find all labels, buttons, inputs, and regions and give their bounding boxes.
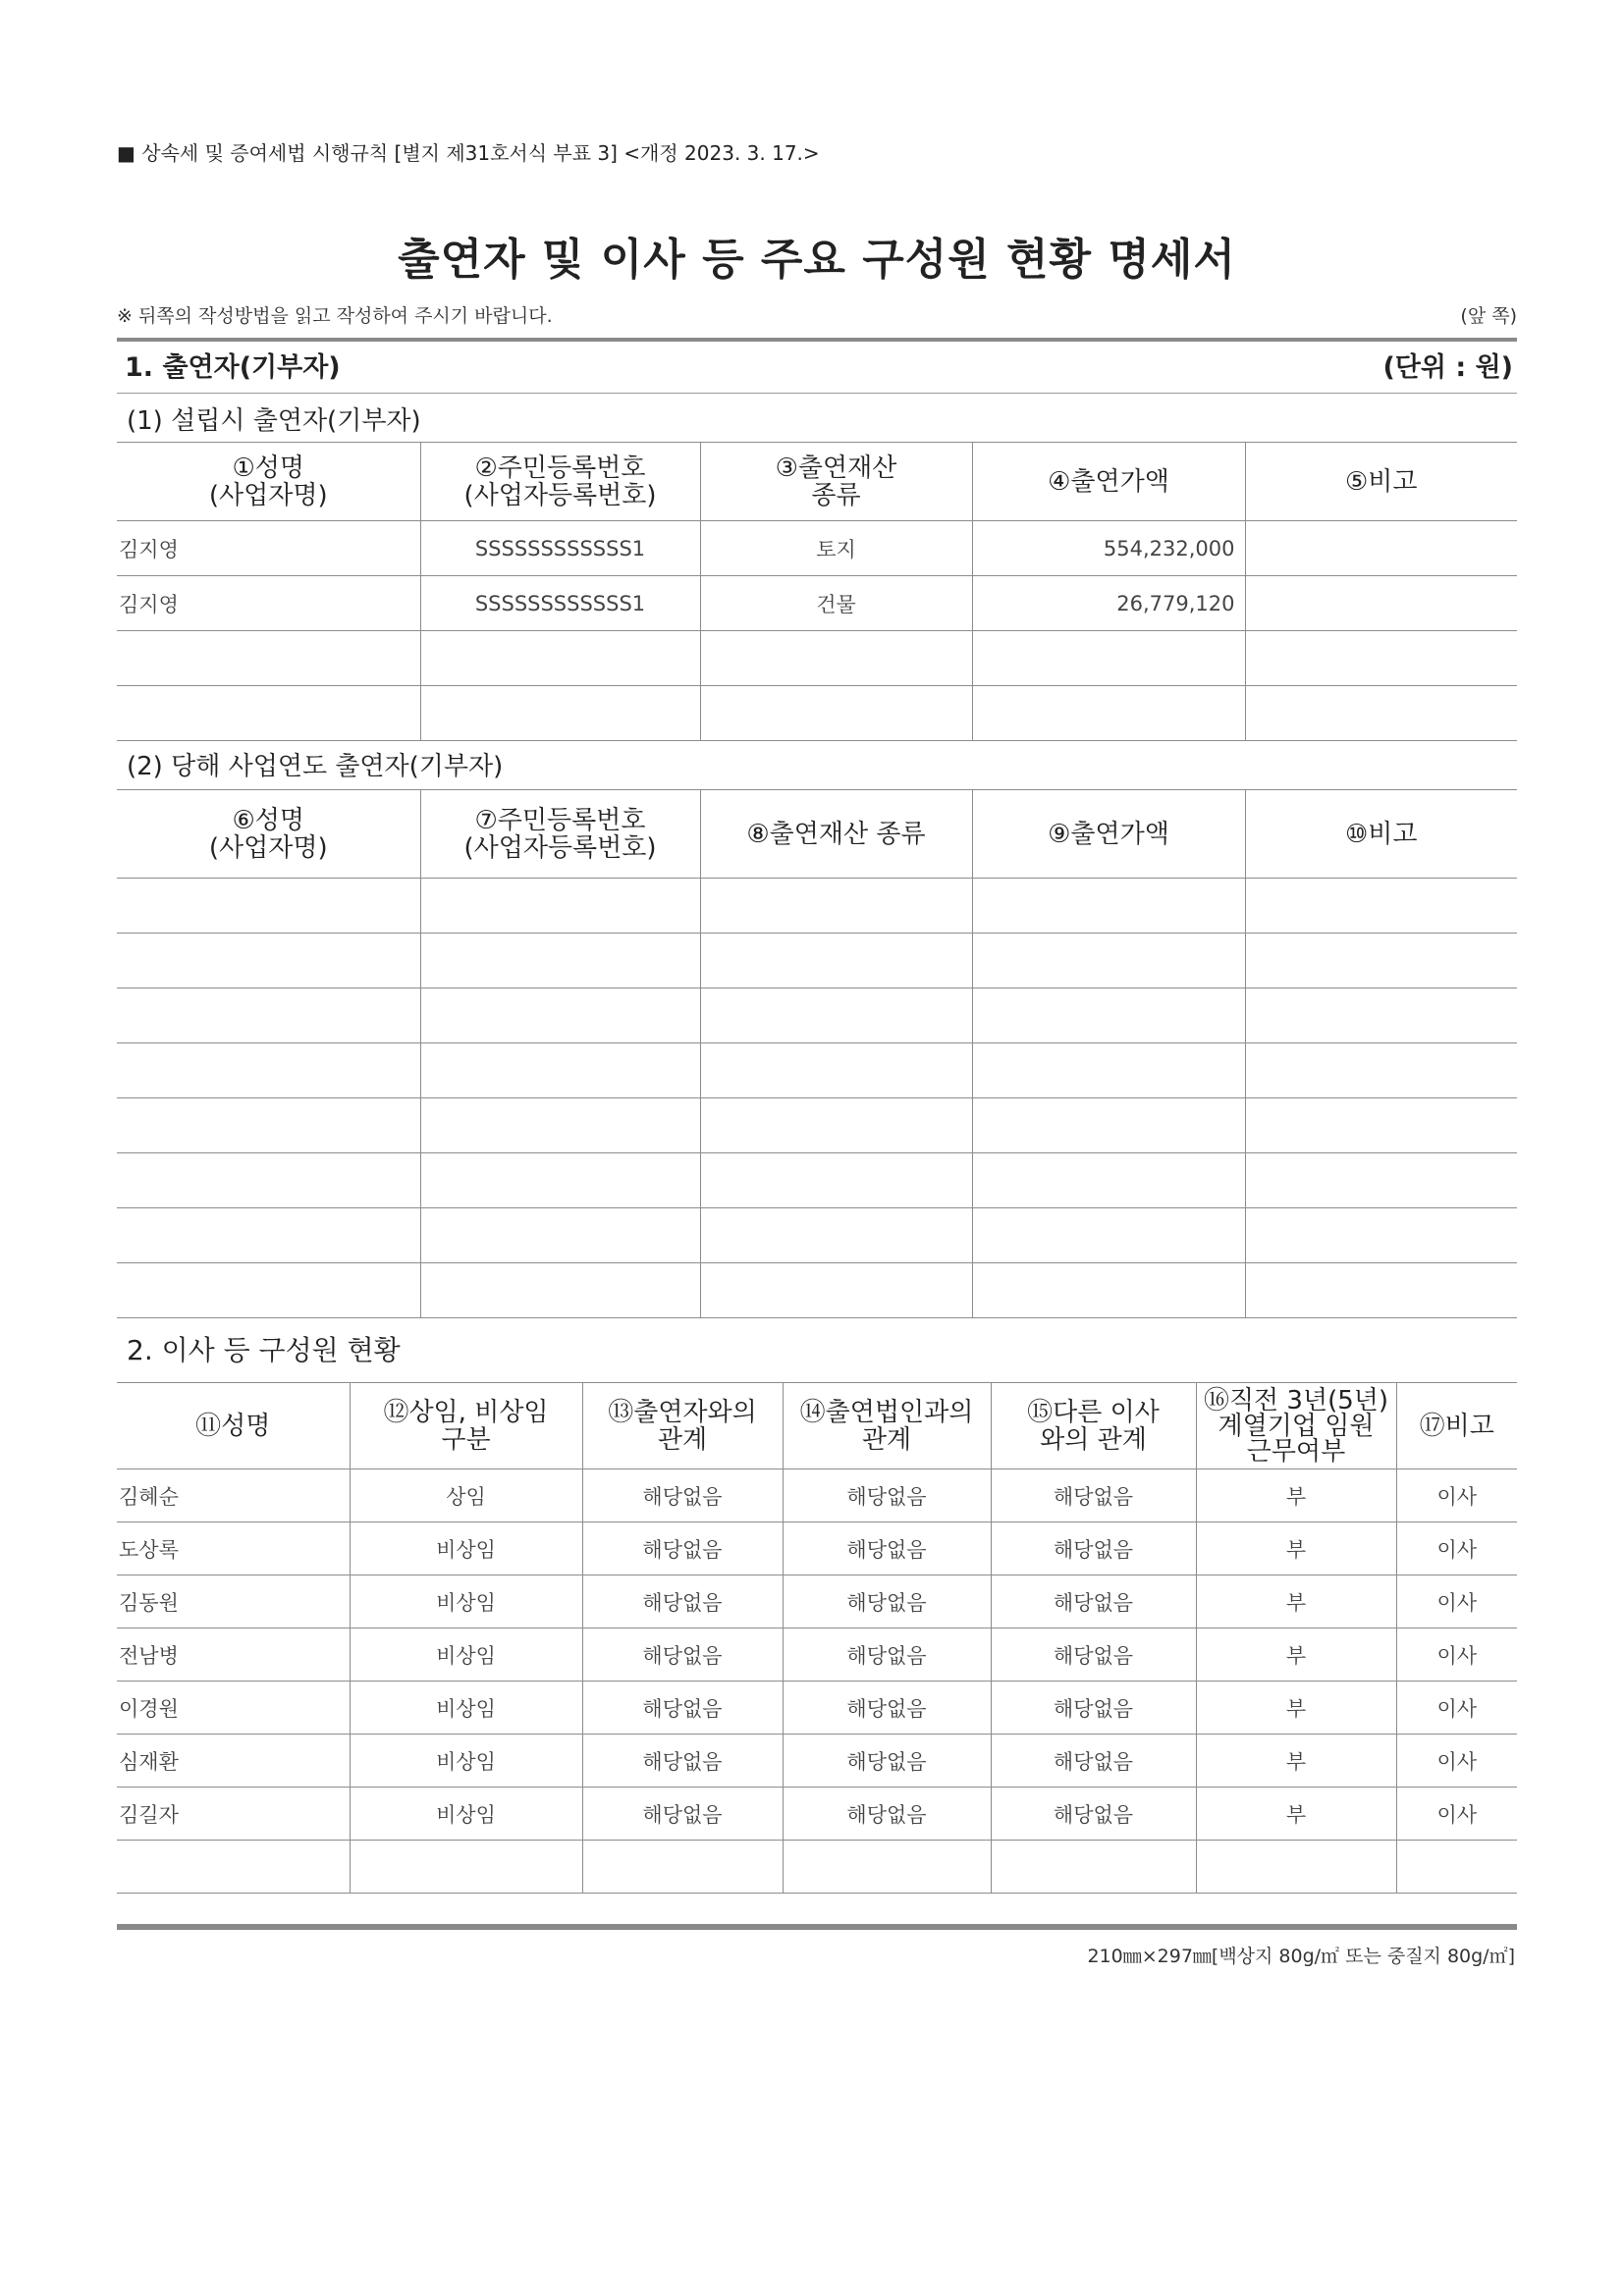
cell bbox=[972, 879, 1245, 934]
cell bbox=[700, 1208, 972, 1263]
section1-divider bbox=[117, 393, 1517, 394]
cell-contributor-relation: 해당없음 bbox=[582, 1682, 783, 1735]
cell-name: 심재환 bbox=[117, 1735, 350, 1788]
table-row bbox=[117, 631, 1517, 686]
cell bbox=[700, 1098, 972, 1153]
cell bbox=[117, 988, 420, 1043]
cell-id-number: SSSSSSSSSSSS1 bbox=[420, 576, 700, 631]
cell bbox=[420, 934, 700, 988]
cell-name: 김지영 bbox=[117, 576, 420, 631]
header-amount: ④출연가액 bbox=[972, 443, 1245, 521]
cell-director-relation: 해당없음 bbox=[991, 1788, 1196, 1841]
cell-name: 김동원 bbox=[117, 1575, 350, 1629]
cell bbox=[1245, 1153, 1517, 1208]
header-id-number: ⑦주민등록번호 (사업자등록번호) bbox=[420, 790, 700, 879]
cell-amount bbox=[972, 631, 1245, 686]
cell-contributor-relation bbox=[582, 1841, 783, 1894]
table-row bbox=[117, 1575, 1517, 1629]
cell-asset-type bbox=[700, 686, 972, 741]
table-row bbox=[117, 879, 1517, 934]
cell-amount: 554,232,000 bbox=[972, 521, 1245, 576]
cell bbox=[420, 1263, 700, 1318]
header-remarks: ⑩비고 bbox=[1245, 790, 1517, 879]
cell-name bbox=[117, 631, 420, 686]
table-row bbox=[117, 1629, 1517, 1682]
table-row bbox=[117, 1735, 1517, 1788]
table-row bbox=[117, 1788, 1517, 1841]
cell bbox=[117, 1208, 420, 1263]
cell-name: 도상록 bbox=[117, 1522, 350, 1575]
table-header-row bbox=[117, 443, 1517, 521]
header-amount: ⑨출연가액 bbox=[972, 790, 1245, 879]
cell-name: 김길자 bbox=[117, 1788, 350, 1841]
cell bbox=[117, 879, 420, 934]
table-row bbox=[117, 1153, 1517, 1208]
cell-name: 전남병 bbox=[117, 1629, 350, 1682]
cell-remarks bbox=[1245, 686, 1517, 741]
cell bbox=[1245, 934, 1517, 988]
paper-spec: 210㎜×297㎜[백상지 80g/㎡ 또는 중질지 80g/㎡] bbox=[1087, 1946, 1515, 1967]
cell-remarks: 이사 bbox=[1396, 1522, 1517, 1575]
table-row bbox=[117, 1098, 1517, 1153]
cell bbox=[1245, 1043, 1517, 1098]
cell bbox=[1245, 1208, 1517, 1263]
cell-name: 김혜순 bbox=[117, 1469, 350, 1522]
cell-corporation-relation: 해당없음 bbox=[783, 1788, 991, 1841]
form-title: 출연자 및 이사 등 주요 구성원 현황 명세서 bbox=[398, 235, 1236, 285]
cell bbox=[700, 988, 972, 1043]
founding-contributors-table bbox=[117, 442, 1517, 741]
board-members-table bbox=[117, 1382, 1517, 1894]
cell bbox=[700, 934, 972, 988]
sub2-title: (2) 당해 사업연도 출연자(기부자) bbox=[127, 752, 504, 781]
header-remarks: ⑰비고 bbox=[1396, 1383, 1517, 1469]
cell-id-number bbox=[420, 686, 700, 741]
cell bbox=[420, 988, 700, 1043]
cell bbox=[1245, 1098, 1517, 1153]
cell bbox=[972, 988, 1245, 1043]
sub1-title: (1) 설립시 출연자(기부자) bbox=[127, 406, 421, 436]
cell-remarks: 이사 bbox=[1396, 1735, 1517, 1788]
cell-contributor-relation: 해당없음 bbox=[582, 1788, 783, 1841]
cell-affiliate-officer: 부 bbox=[1196, 1575, 1396, 1629]
cell-director-relation: 해당없음 bbox=[991, 1629, 1196, 1682]
cell bbox=[117, 1098, 420, 1153]
cell bbox=[972, 1043, 1245, 1098]
cell-amount: 26,779,120 bbox=[972, 576, 1245, 631]
section1-title: 1. 출연자(기부자) bbox=[125, 352, 341, 383]
cell-contributor-relation: 해당없음 bbox=[582, 1575, 783, 1629]
header-name: ①성명 (사업자명) bbox=[117, 443, 420, 521]
unit-label: (단위 : 원) bbox=[1382, 352, 1513, 383]
cell-corporation-relation: 해당없음 bbox=[783, 1522, 991, 1575]
header-asset-type: ⑧출연재산 종류 bbox=[700, 790, 972, 879]
header-name: ⑪성명 bbox=[117, 1383, 350, 1469]
table-row bbox=[117, 686, 1517, 741]
header-name: ⑥성명 (사업자명) bbox=[117, 790, 420, 879]
header-fulltime-type: ⑫상임, 비상임 구분 bbox=[350, 1383, 582, 1469]
cell-contributor-relation: 해당없음 bbox=[582, 1469, 783, 1522]
cell-remarks: 이사 bbox=[1396, 1788, 1517, 1841]
cell-asset-type: 건물 bbox=[700, 576, 972, 631]
cell bbox=[700, 1043, 972, 1098]
cell-affiliate-officer: 부 bbox=[1196, 1522, 1396, 1575]
cell bbox=[117, 1153, 420, 1208]
table-row bbox=[117, 934, 1517, 988]
cell-affiliate-officer: 부 bbox=[1196, 1788, 1396, 1841]
cell-affiliate-officer: 부 bbox=[1196, 1682, 1396, 1735]
cell-contributor-relation: 해당없음 bbox=[582, 1735, 783, 1788]
cell bbox=[420, 1098, 700, 1153]
cell-id-number bbox=[420, 631, 700, 686]
cell-corporation-relation: 해당없음 bbox=[783, 1469, 991, 1522]
cell-fulltime-type: 비상임 bbox=[350, 1682, 582, 1735]
page-side-label: (앞 쪽) bbox=[1460, 305, 1517, 327]
table-row bbox=[117, 1682, 1517, 1735]
bottom-divider bbox=[117, 1924, 1517, 1930]
cell bbox=[420, 1153, 700, 1208]
table-row bbox=[117, 521, 1517, 576]
table-row bbox=[117, 1469, 1517, 1522]
cell-affiliate-officer: 부 bbox=[1196, 1469, 1396, 1522]
header-asset-type: ③출연재산 종류 bbox=[700, 443, 972, 521]
cell-remarks bbox=[1245, 631, 1517, 686]
cell-fulltime-type: 비상임 bbox=[350, 1629, 582, 1682]
cell-affiliate-officer bbox=[1196, 1841, 1396, 1894]
cell-remarks: 이사 bbox=[1396, 1575, 1517, 1629]
cell-director-relation: 해당없음 bbox=[991, 1735, 1196, 1788]
cell bbox=[972, 1153, 1245, 1208]
cell bbox=[420, 1043, 700, 1098]
cell-corporation-relation: 해당없음 bbox=[783, 1682, 991, 1735]
cell-remarks: 이사 bbox=[1396, 1629, 1517, 1682]
cell bbox=[420, 879, 700, 934]
table-row bbox=[117, 1208, 1517, 1263]
cell-remarks: 이사 bbox=[1396, 1682, 1517, 1735]
cell-fulltime-type: 비상임 bbox=[350, 1522, 582, 1575]
cell-name: 김지영 bbox=[117, 521, 420, 576]
cell bbox=[972, 934, 1245, 988]
cell-fulltime-type: 비상임 bbox=[350, 1788, 582, 1841]
cell-corporation-relation: 해당없음 bbox=[783, 1575, 991, 1629]
cell-remarks bbox=[1245, 521, 1517, 576]
table-row bbox=[117, 1522, 1517, 1575]
cell bbox=[1245, 1263, 1517, 1318]
cell-name bbox=[117, 1841, 350, 1894]
cell bbox=[1245, 879, 1517, 934]
header-director-relation: ⑮다른 이사 와의 관계 bbox=[991, 1383, 1196, 1469]
law-reference: ■ 상속세 및 증여세법 시행규칙 [별지 제31호서식 부표 3] <개정 2023. 3. 17.> bbox=[117, 141, 820, 165]
cell-director-relation bbox=[991, 1841, 1196, 1894]
cell-id-number: SSSSSSSSSSSS1 bbox=[420, 521, 700, 576]
cell-remarks: 이사 bbox=[1396, 1469, 1517, 1522]
table-header-row bbox=[117, 1383, 1517, 1469]
cell-contributor-relation: 해당없음 bbox=[582, 1629, 783, 1682]
current-contributors-table bbox=[117, 789, 1517, 1318]
table-row bbox=[117, 988, 1517, 1043]
cell bbox=[117, 934, 420, 988]
cell-director-relation: 해당없음 bbox=[991, 1682, 1196, 1735]
cell-affiliate-officer: 부 bbox=[1196, 1629, 1396, 1682]
cell-contributor-relation: 해당없음 bbox=[582, 1522, 783, 1575]
cell bbox=[700, 1263, 972, 1318]
table-row bbox=[117, 1841, 1517, 1894]
table-row bbox=[117, 1263, 1517, 1318]
cell-director-relation: 해당없음 bbox=[991, 1575, 1196, 1629]
table-row bbox=[117, 576, 1517, 631]
cell bbox=[420, 1208, 700, 1263]
cell bbox=[117, 1263, 420, 1318]
cell-director-relation: 해당없음 bbox=[991, 1469, 1196, 1522]
cell bbox=[117, 1043, 420, 1098]
cell-asset-type: 토지 bbox=[700, 521, 972, 576]
cell bbox=[972, 1263, 1245, 1318]
cell bbox=[700, 1153, 972, 1208]
cell-fulltime-type bbox=[350, 1841, 582, 1894]
cell-affiliate-officer: 부 bbox=[1196, 1735, 1396, 1788]
instruction-note: ※ 뒤쪽의 작성방법을 읽고 작성하여 주시기 바랍니다. bbox=[117, 305, 553, 327]
cell bbox=[972, 1208, 1245, 1263]
cell-remarks bbox=[1396, 1841, 1517, 1894]
cell-corporation-relation bbox=[783, 1841, 991, 1894]
cell bbox=[1245, 988, 1517, 1043]
header-affiliate-officer: ⑯직전 3년(5년) 계열기업 임원 근무여부 bbox=[1196, 1383, 1396, 1469]
cell-fulltime-type: 비상임 bbox=[350, 1735, 582, 1788]
cell-director-relation: 해당없음 bbox=[991, 1522, 1196, 1575]
table-row bbox=[117, 1043, 1517, 1098]
cell-fulltime-type: 비상임 bbox=[350, 1575, 582, 1629]
cell-name: 이경원 bbox=[117, 1682, 350, 1735]
cell bbox=[972, 1098, 1245, 1153]
table-header-row bbox=[117, 790, 1517, 879]
section2-title: 2. 이사 등 구성원 현황 bbox=[127, 1334, 401, 1366]
cell-corporation-relation: 해당없음 bbox=[783, 1629, 991, 1682]
header-contributor-relation: ⑬출연자와의 관계 bbox=[582, 1383, 783, 1469]
top-divider bbox=[117, 338, 1517, 342]
cell-corporation-relation: 해당없음 bbox=[783, 1735, 991, 1788]
cell-fulltime-type: 상임 bbox=[350, 1469, 582, 1522]
cell bbox=[700, 879, 972, 934]
header-corporation-relation: ⑭출연법인과의 관계 bbox=[783, 1383, 991, 1469]
cell-amount bbox=[972, 686, 1245, 741]
cell-name bbox=[117, 686, 420, 741]
cell-remarks bbox=[1245, 576, 1517, 631]
header-remarks: ⑤비고 bbox=[1245, 443, 1517, 521]
cell-asset-type bbox=[700, 631, 972, 686]
header-id-number: ②주민등록번호 (사업자등록번호) bbox=[420, 443, 700, 521]
